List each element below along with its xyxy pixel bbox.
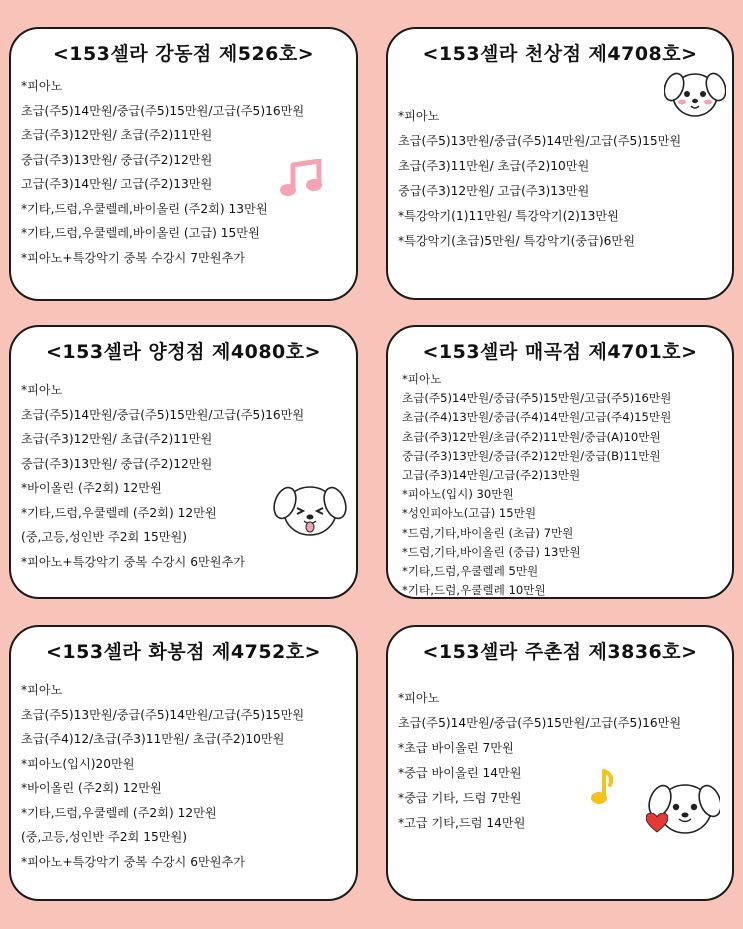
card-title: <153셀라 양정점 제4080호> <box>45 341 322 363</box>
list-item: *피아노 <box>21 79 63 93</box>
card-title: <153셀라 매곡점 제4701호> <box>422 341 698 363</box>
list-item: 중급(주3)12만원/ 고급(주3)13만원 <box>398 184 590 198</box>
list-item: 초급(주4)13만원/중급(주4)14만원/고급(주4)15만원 <box>402 410 672 425</box>
list-item: 초급(주5)13만원/중급(주5)14만원/고급(주5)15만원 <box>21 707 305 722</box>
card-cheonsang <box>386 27 734 300</box>
list-item: 초급(주5)14만원/중급(주5)15만원/고급(주5)16만원 <box>21 103 305 118</box>
list-item: 고급(주3)14만원/ 고급(주2)13만원 <box>21 177 213 191</box>
music-notes-icon <box>279 159 331 199</box>
list-item: *기타,드럼,우쿨렐레 10만원 <box>402 583 546 598</box>
list-item: *피아노+특강악기 중복 수강시 6만원추가 <box>21 554 246 569</box>
card-title: <153셀라 강동점 제526호> <box>52 43 315 65</box>
price-list <box>11 678 356 874</box>
list-item: *피아노 <box>21 683 63 697</box>
list-item: *기타,드럼,우쿨렐레 5만원 <box>402 564 539 579</box>
list-item: *피아노 <box>398 109 440 123</box>
list-item: (중,고등,성인반 주2회 15만원) <box>21 830 187 844</box>
list-item: 중급(주3)13만원/중급(주2)12만원/중급(B)11만원 <box>402 448 661 463</box>
list-item: *중급 기타, 드럼 7만원 <box>398 791 522 805</box>
card-yangjeong <box>9 325 358 599</box>
list-item: *피아노 <box>398 691 440 705</box>
list-item: 초급(주3)12만원/ 초급(주2)11만원 <box>21 432 213 446</box>
card-juchon <box>386 625 734 901</box>
list-item: 초급(주5)13만원/중급(주5)14만원/고급(주5)15만원 <box>398 134 682 148</box>
list-item: *피아노(입시)20만원 <box>21 756 135 771</box>
list-item: *기타,드럼,우쿨렐레,바이올린 (주2회) 13만원 <box>21 201 268 216</box>
puppy-icon <box>273 475 347 543</box>
list-item: *고급 기타,드럼 14만원 <box>398 816 526 830</box>
card-hwabong <box>9 625 358 901</box>
list-item: *피아노 <box>21 383 63 397</box>
card-title: <153셀라 천상점 제4708호> <box>422 43 698 65</box>
card-gangdong <box>9 27 358 301</box>
list-item: 초급(주5)14만원/중급(주5)15만원/고급(주5)16만원 <box>21 407 305 422</box>
list-item: (중,고등,성인반 주2회 15만원) <box>21 530 187 544</box>
list-item: 초급(주5)14만원/중급(주5)15만원/고급(주5)16만원 <box>398 716 682 730</box>
list-item: 초급(주3)11만원/ 초급(주2)10만원 <box>398 159 590 173</box>
list-item: *성인피아노(고급) 15만원 <box>402 506 537 521</box>
list-item: *기타,드럼,우쿨렐레 (주2회) 12만원 <box>21 805 217 820</box>
list-item: *특강악기(1)11만원/ 특강악기(2)13만원 <box>398 209 619 223</box>
list-item: 중급(주3)13만원/ 중급(주2)12만원 <box>21 456 213 471</box>
list-item: *바이올린 (주2회) 12만원 <box>21 781 162 795</box>
list-item: *드럼,기타,바이올린 (중급) 13만원 <box>402 544 581 559</box>
list-item: *피아노+특강악기 중복 수강시 6만원추가 <box>21 854 246 869</box>
price-list <box>388 104 732 254</box>
list-item: 초급(주3)12만원/ 초급(주2)11만원 <box>21 128 213 142</box>
list-item: *바이올린 (주2회) 12만원 <box>21 481 162 495</box>
list-item: 초급(주5)14만원/중급(주5)15만원/고급(주5)16만원 <box>402 391 672 406</box>
list-item: *기타,드럼,우쿨렐레,바이올린 (고급) 15만원 <box>21 226 260 240</box>
list-item: 중급(주3)13만원/ 중급(주2)12만원 <box>21 152 213 167</box>
card-title: <153셀라 주촌점 제3836호> <box>422 641 698 663</box>
card-maegok <box>386 325 734 599</box>
list-item: *드럼,기타,바이올린 (초급) 7만원 <box>402 525 574 540</box>
list-item: *기타,드럼,우쿨렐레 (주2회) 12만원 <box>21 505 217 520</box>
list-item: 초급(주3)12만원/초급(주2)11만원/중급(A)10만원 <box>402 429 661 444</box>
list-item: *피아노+특강악기 중복 수강시 7만원추가 <box>21 250 246 265</box>
list-item: *피아노(입시) 30만원 <box>402 487 514 502</box>
heart-icon <box>646 813 668 833</box>
list-item: *초급 바이올린 7만원 <box>398 741 514 755</box>
puppy-icon <box>664 63 726 123</box>
list-item: 초급(주4)12/초급(주3)11만원/ 초급(주2)10만원 <box>21 732 285 746</box>
list-item: *중급 바이올린 14만원 <box>398 766 522 780</box>
price-list <box>388 370 732 599</box>
list-item: *피아노 <box>402 372 442 386</box>
music-note-icon <box>588 767 614 807</box>
card-title: <153셀라 화봉점 제4752호> <box>45 641 322 663</box>
list-item: *특강악기(초급)5만원/ 특강악기(중급)6만원 <box>398 234 635 248</box>
list-item: 고급(주3)14만원/고급(주2)13만원 <box>402 468 581 483</box>
